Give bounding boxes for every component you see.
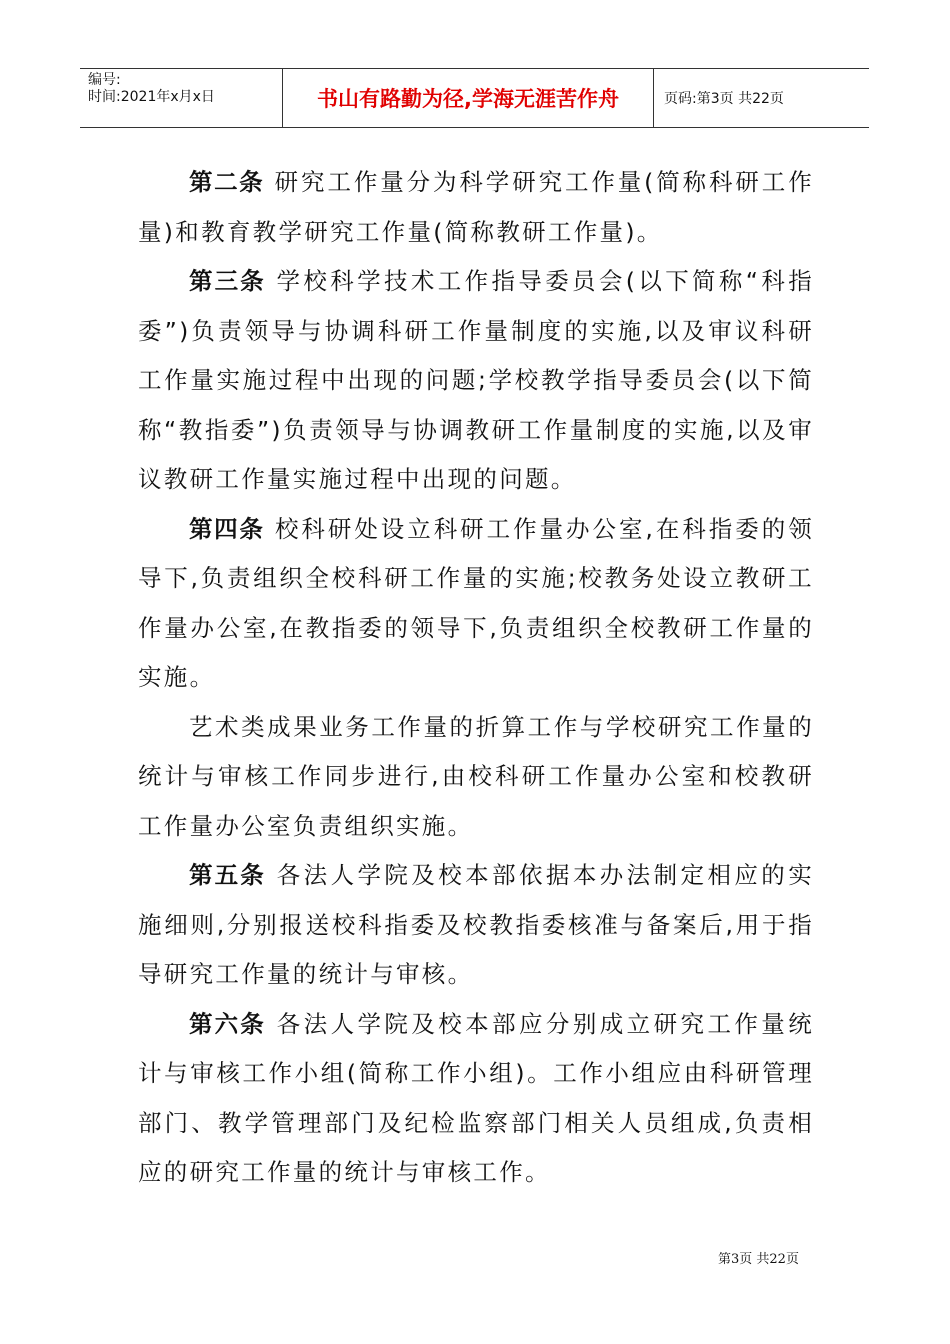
article-4-continued — [138, 703, 814, 852]
article-6 — [138, 1000, 814, 1198]
article-number: 第六条 — [189, 1009, 266, 1038]
article-number: 第五条 — [189, 861, 266, 889]
article-text: 校科研处设立科研工作量办公室,在科指委的领导下,负责组织全校科研工作量的实施;校教务处设立教研工作量办公室,在教指委的领导下,负责组织全校教研工作量的实施。 — [138, 514, 814, 691]
article-number: 第二条 — [189, 168, 265, 196]
document-number-label: 编号: — [88, 72, 121, 88]
article-text: 研究工作量分为科学研究工作量(简称科研工作量)和教育教学研究工作量(简称教研工作量)。 — [138, 168, 814, 246]
document-body — [138, 158, 814, 1198]
header-page-info: 页码:第3页 共22页 — [664, 91, 784, 107]
header-meta — [80, 69, 283, 127]
header-motto: 书山有路勤为径,学海无涯苦作舟 — [283, 69, 654, 127]
article-4 — [138, 505, 814, 703]
document-date: 时间:2021年x月x日 — [88, 89, 215, 105]
article-2 — [138, 158, 814, 257]
article-number: 第三条 — [189, 267, 266, 295]
article-text: 各法人学院及校本部依据本办法制定相应的实施细则,分别报送校科指委及校教指委核准与备案后,用于指导研究工作量的统计与审核。 — [138, 861, 814, 988]
page-header — [80, 68, 869, 128]
article-3 — [138, 257, 814, 505]
article-text: 各法人学院及校本部应分别成立研究工作量统计与审核工作小组(简称工作小组)。工作小组应由科研管理部门、教学管理部门及纪检监察部门相关人员组成,负责相应的研究工作量的统计与审核工作。 — [138, 1009, 814, 1186]
page-footer: 第3页 共22页 — [718, 1252, 799, 1267]
article-text: 学校科学技术工作指导委员会(以下简称“科指委”)负责领导与协调科研工作量制度的实施,以及审议科研工作量实施过程中出现的问题;学校教学指导委员会(以下简称“教指委”)负责领导与协调教研工作量制度的实施,以及审议教研工作量实施过程中出现的问题。 — [138, 267, 814, 493]
article-5 — [138, 851, 814, 1000]
article-number: 第四条 — [189, 514, 265, 543]
paragraph-text: 艺术类成果业务工作量的折算工作与学校研究工作量的统计与审核工作同步进行,由校科研工作量办公室和校教研工作量办公室负责组织实施。 — [138, 712, 814, 840]
